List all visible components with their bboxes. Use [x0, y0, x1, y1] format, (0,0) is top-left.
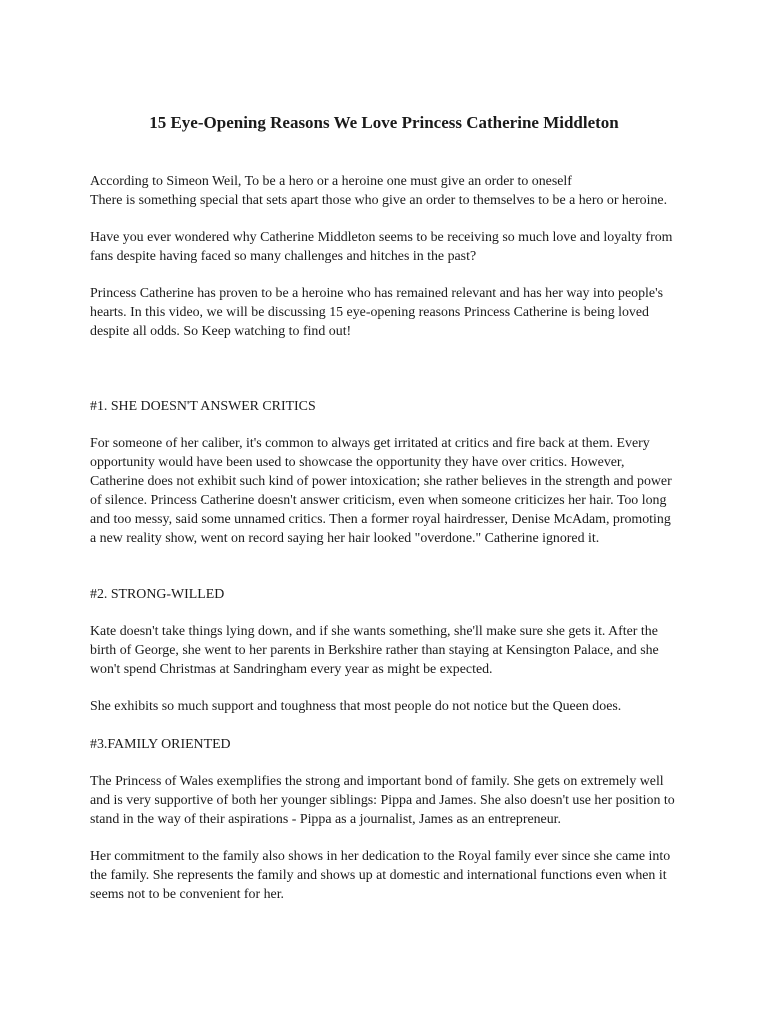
intro-question-paragraph	[90, 228, 680, 266]
text-line: Kate doesn't take things lying down, and if she wants something, she'll make sure she gets it. After the	[90, 624, 658, 639]
text-line: Have you ever wondered why Catherine Middleton seems to be receiving so much love and loyalty from	[90, 230, 673, 245]
text-line: According to Simeon Weil, To be a hero or a heroine one must give an order to oneself	[90, 174, 572, 189]
text-line: the family. She represents the family and shows up at domestic and international functions even when it	[90, 868, 667, 883]
text-line: Princess Catherine has proven to be a heroine who has remained relevant and has her way into people's	[90, 286, 663, 301]
document-body	[90, 172, 680, 904]
section-heading: #3.FAMILY ORIENTED	[90, 737, 231, 752]
text-line: seems not to be convenient for her.	[90, 887, 285, 902]
text-line: won't spend Christmas at Sandringham every year as might be expected.	[90, 662, 493, 677]
text-line: There is something special that sets apart those who give an order to themselves to be a hero or heroine.	[90, 193, 668, 208]
text-line: The Princess of Wales exemplifies the strong and important bond of family. She gets on extremely well	[90, 774, 664, 789]
text-line: She exhibits so much support and toughness that most people do not notice but the Queen does.	[90, 699, 622, 714]
text-line: birth of George, she went to her parents in Berkshire rather than staying at Kensington Palace, and she	[90, 643, 659, 658]
text-line: For someone of her caliber, it's common to always get irritated at critics and fire back at them. Every	[90, 436, 650, 451]
section-heading: #2. STRONG-WILLED	[90, 587, 225, 602]
intro-video-paragraph	[90, 284, 680, 341]
section-3-paragraph	[90, 772, 680, 829]
section-1-paragraph	[90, 434, 680, 548]
section-2-paragraph	[90, 622, 680, 679]
text-line: fans despite having faced so many challenges and hitches in the past?	[90, 249, 477, 264]
section-3-paragraph	[90, 847, 680, 904]
text-line: despite all odds. So Keep watching to find out!	[90, 324, 352, 339]
text-line: hearts. In this video, we will be discussing 15 eye-opening reasons Princess Catherine is being loved	[90, 305, 649, 320]
text-line: of silence. Princess Catherine doesn't answer criticism, even when someone criticizes her hair. Too long	[90, 493, 667, 508]
text-line: and too messy, said some unnamed critics. Then a former royal hairdresser, Denise McAdam, promoting	[90, 512, 671, 527]
document-title: 15 Eye-Opening Reasons We Love Princess Catherine Middleton	[149, 113, 619, 132]
intro-quote-paragraph	[90, 172, 680, 210]
text-line: Her commitment to the family also shows in her dedication to the Royal family ever since she came into	[90, 849, 671, 864]
text-line: opportunity would have been used to showcase the opportunity they have over critics. However,	[90, 455, 625, 470]
text-line: stand in the way of their aspirations - Pippa as a journalist, James as an entrepreneur.	[90, 812, 561, 827]
text-line: a new reality show, went on record saying her hair looked "overdone." Catherine ignored it.	[90, 531, 600, 546]
text-line: Catherine does not exhibit such kind of power intoxication; she rather believes in the strength and power	[90, 474, 672, 489]
text-line: and is very supportive of both her younger siblings: Pippa and James. She also doesn't use her position to	[90, 793, 675, 808]
section-heading: #1. SHE DOESN'T ANSWER CRITICS	[90, 399, 316, 414]
section-2-paragraph	[90, 697, 680, 716]
